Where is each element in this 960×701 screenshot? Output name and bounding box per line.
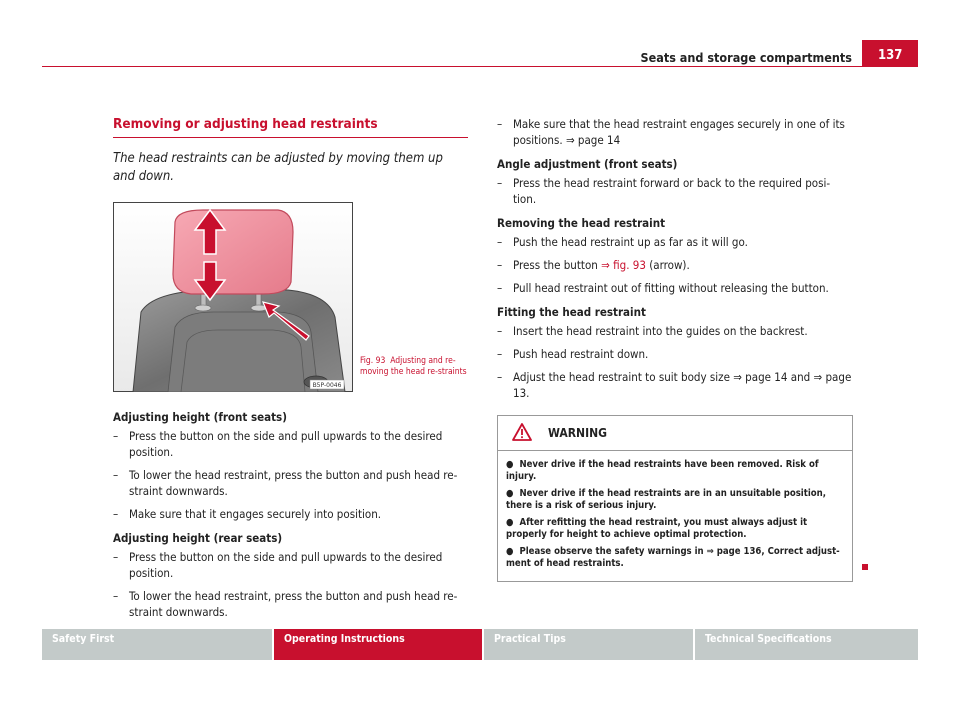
list-item: – Make sure that the head restraint engages securely in one of its positions. ⇒ page 14 xyxy=(497,117,845,147)
tab-operating-instructions[interactable]: Operating Instructions xyxy=(274,629,482,660)
page-number: 137 xyxy=(862,40,918,67)
list-item: – Push head restraint down. xyxy=(497,347,649,361)
figure-caption-text: Adjusting and re-moving the head re-straints xyxy=(360,356,467,377)
list-item: – To lower the head restraint, press the button and push head re-straint downwards. xyxy=(113,589,458,619)
warning-line: ● After refitting the head restraint, you must always adjust it properly for height to achieve optimal protection. xyxy=(506,517,808,540)
list-item: – Press the button on the side and pull upwards to the desired position. xyxy=(113,429,443,459)
removing-heading: Removing the head restraint xyxy=(497,216,666,230)
figure-code: B5P-0046 xyxy=(312,382,342,389)
angle-adjustment-heading: Angle adjustment (front seats) xyxy=(497,157,678,171)
list-item: – Press the head restraint forward or back to the required posi-tion. xyxy=(497,176,831,206)
running-header-title: Seats and storage compartments xyxy=(640,50,852,65)
warning-title: WARNING xyxy=(548,426,607,440)
header-rule xyxy=(42,66,918,67)
tab-technical-specifications[interactable]: Technical Specifications xyxy=(695,629,918,660)
front-seats-heading: Adjusting height (front seats) xyxy=(113,410,287,424)
warning-header xyxy=(498,416,852,451)
tab-practical-tips[interactable]: Practical Tips xyxy=(484,629,693,660)
list-item: – Press the button ⇒ fig. 93 (arrow). xyxy=(497,258,690,272)
warning-line: ● Never drive if the head restraints are in an unsuitable position, there is a risk of serious injury. xyxy=(506,488,826,511)
warning-icon xyxy=(512,423,532,441)
list-item: – Push the head restraint up as far as it will go. xyxy=(497,235,748,249)
rear-seats-heading: Adjusting height (rear seats) xyxy=(113,531,283,545)
tab-safety-first[interactable]: Safety First xyxy=(42,629,272,660)
warning-line: ● Please observe the safety warnings in ⇒ page 136, Correct adjust-ment of head restraints. xyxy=(506,546,840,569)
section-end-marker xyxy=(862,564,868,570)
list-item: – Press the button on the side and pull upwards to the desired position. xyxy=(113,550,443,580)
fitting-heading: Fitting the head restraint xyxy=(497,305,646,319)
list-item: – Make sure that it engages securely into position. xyxy=(113,507,382,521)
list-item: – Adjust the head restraint to suit body size ⇒ page 14 and ⇒ page 13. xyxy=(497,370,852,400)
figure-caption xyxy=(360,356,470,378)
warning-line: ● Never drive if the head restraints have been removed. Risk of injury. xyxy=(506,459,819,482)
right-column xyxy=(497,116,853,582)
warning-box xyxy=(497,415,853,582)
figure-label: Fig. 93 xyxy=(360,356,386,366)
footer-nav xyxy=(42,629,918,660)
figure-reference-link[interactable]: ⇒ fig. 93 xyxy=(601,258,646,272)
figure-93 xyxy=(113,202,468,392)
section-intro: The head restraints can be adjusted by moving them up and down. xyxy=(113,151,443,184)
list-item: – Insert the head restraint into the guides on the backrest. xyxy=(497,324,808,338)
head-restraint-illustration xyxy=(113,202,353,392)
left-column xyxy=(113,116,468,620)
list-item: – To lower the head restraint, press the button and push head re-straint downwards. xyxy=(113,468,458,498)
section-title: Removing or adjusting head restraints xyxy=(113,116,468,138)
list-item: – Pull head restraint out of fitting without releasing the button. xyxy=(497,281,829,295)
warning-body xyxy=(498,451,852,581)
